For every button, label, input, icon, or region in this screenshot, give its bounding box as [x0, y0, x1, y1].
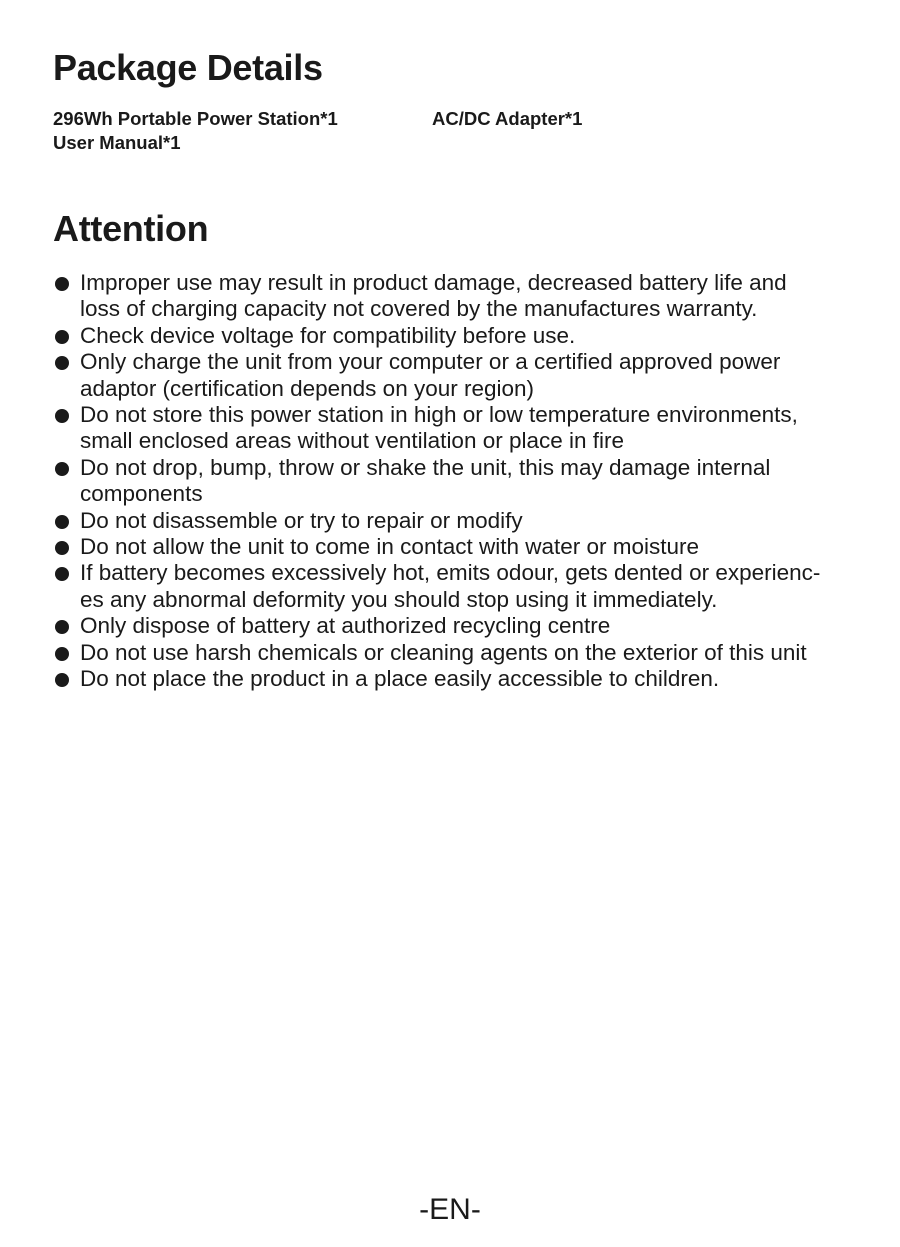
attention-item-text: adaptor (certification depends on your region): [80, 375, 535, 401]
package-details-heading: Package Details: [53, 47, 323, 88]
attention-item: [53, 666, 863, 692]
attention-item: [53, 455, 863, 508]
bullet-icon: [55, 567, 69, 581]
attention-item-text: components: [80, 481, 203, 507]
attention-item: [53, 508, 863, 534]
bullet-icon: [55, 330, 69, 344]
attention-item: [53, 349, 863, 402]
attention-heading: Attention: [53, 208, 209, 249]
bullet-icon: [55, 541, 69, 555]
attention-item-text: small enclosed areas without ventilation or place in fire: [80, 428, 625, 454]
bullet-icon: [55, 673, 69, 687]
package-item-user-manual: User Manual*1: [53, 132, 181, 153]
attention-item-text: Do not store this power station in high or low temperature environments,: [80, 402, 798, 428]
bullet-icon: [55, 277, 69, 291]
attention-item-text: If battery becomes excessively hot, emits odour, gets dented or experienc-: [80, 560, 821, 586]
attention-item-text: loss of charging capacity not covered by the manufactures warranty.: [80, 296, 758, 322]
attention-item-text: Do not disassemble or try to repair or modify: [80, 507, 523, 533]
bullet-icon: [55, 409, 69, 423]
bullet-icon: [55, 647, 69, 661]
attention-list: [53, 270, 863, 693]
attention-item-text: Only dispose of battery at authorized recycling centre: [80, 613, 611, 639]
attention-item: [53, 640, 863, 666]
attention-item: [53, 560, 863, 613]
page-footer-label: -EN-: [419, 1193, 481, 1226]
attention-item-text: es any abnormal deformity you should stop using it immediately.: [80, 586, 718, 612]
attention-item-text: Do not place the product in a place easily accessible to children.: [80, 666, 720, 692]
attention-item: [53, 534, 863, 560]
attention-item-text: Check device voltage for compatibility before use.: [80, 322, 576, 348]
bullet-icon: [55, 620, 69, 634]
attention-item-text: Do not use harsh chemicals or cleaning agents on the exterior of this unit: [80, 639, 807, 665]
attention-item: [53, 323, 863, 349]
attention-item-text: Do not allow the unit to come in contact with water or moisture: [80, 534, 700, 560]
attention-item-text: Only charge the unit from your computer or a certified approved power: [80, 349, 781, 375]
bullet-icon: [55, 462, 69, 476]
attention-item-text: Improper use may result in product damage, decreased battery life and: [80, 270, 787, 295]
attention-item: [53, 613, 863, 639]
bullet-icon: [55, 515, 69, 529]
bullet-icon: [55, 356, 69, 370]
attention-item-text: Do not drop, bump, throw or shake the unit, this may damage internal: [80, 454, 771, 480]
attention-item: [53, 402, 863, 455]
attention-item: [53, 270, 863, 323]
package-item-power-station: 296Wh Portable Power Station*1: [53, 108, 338, 129]
package-item-adapter: AC/DC Adapter*1: [432, 108, 583, 129]
